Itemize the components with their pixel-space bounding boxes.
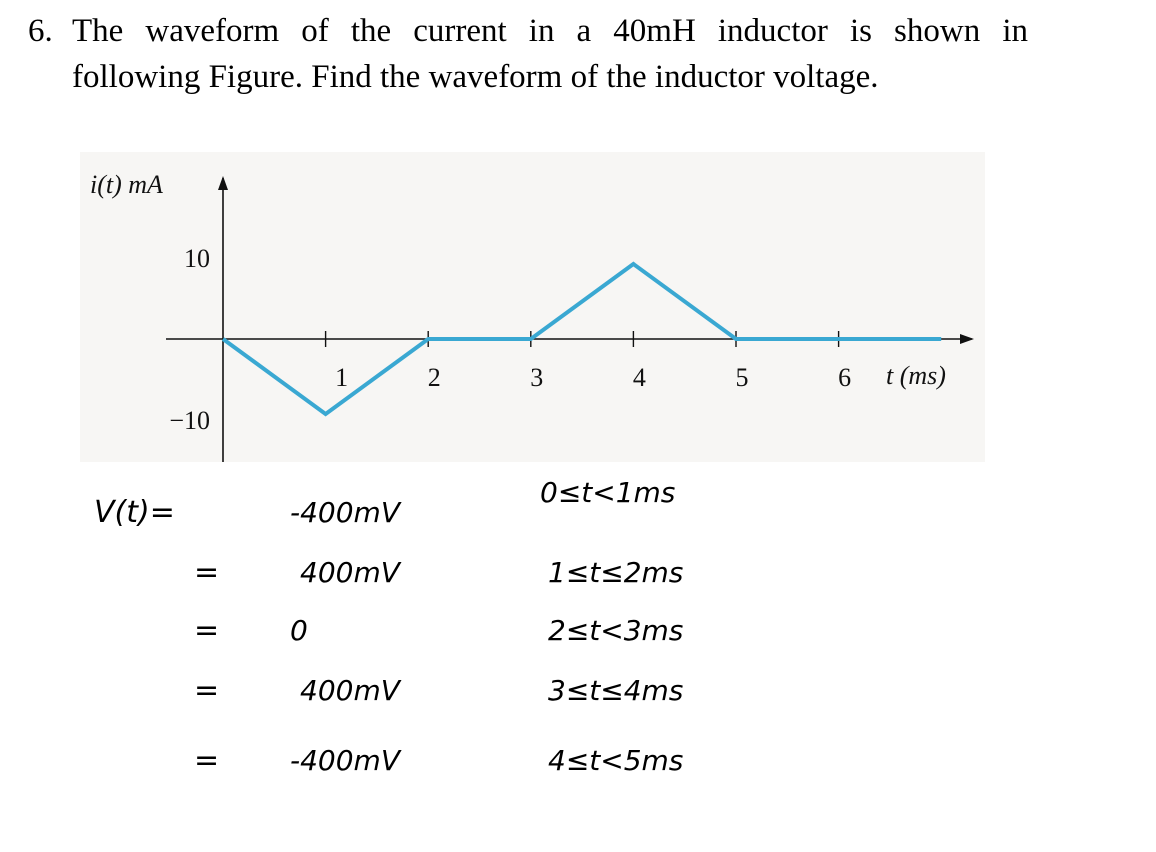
question-number: 6. — [28, 13, 53, 49]
y-tick-label: 10 — [184, 244, 210, 273]
question-line-2: following Figure. Find the waveform of the inductor voltage. — [72, 59, 879, 95]
row-voltage-value: -400mV — [290, 744, 400, 777]
voltage-lhs: V(t)= — [94, 495, 175, 530]
row-voltage-value: 0 — [290, 614, 308, 647]
x-tick-label: 3 — [530, 363, 544, 392]
x-tick-label: 4 — [632, 363, 646, 392]
x-tick-label: 1 — [335, 363, 349, 392]
solution-rows — [194, 476, 683, 778]
x-tick-label: 6 — [838, 363, 852, 392]
row-equals: = — [194, 673, 220, 708]
row-time-range: 2≤t<3ms — [548, 614, 684, 647]
row-time-range: 3≤t≤4ms — [548, 674, 684, 707]
row-time-range: 0≤t<1ms — [540, 476, 676, 509]
x-axis-label: t (ms) — [886, 361, 946, 390]
row-voltage-value: 400mV — [300, 674, 400, 707]
row-voltage-value: -400mV — [290, 496, 400, 529]
x-tick-label: 5 — [735, 363, 749, 392]
row-time-range: 4≤t<5ms — [548, 744, 684, 777]
row-equals: = — [194, 613, 220, 648]
row-equals: = — [194, 743, 220, 778]
x-tick-label: 2 — [427, 363, 441, 392]
row-equals: = — [194, 555, 220, 590]
question-line-1-text: The waveform of the current in a 40mH inductor is shown in — [72, 13, 1028, 49]
row-voltage-value: 400mV — [300, 556, 400, 589]
row-time-range: 1≤t≤2ms — [548, 556, 684, 589]
y-axis-label: i(t) mA — [90, 170, 163, 199]
y-tick-label: −10 — [169, 406, 210, 435]
